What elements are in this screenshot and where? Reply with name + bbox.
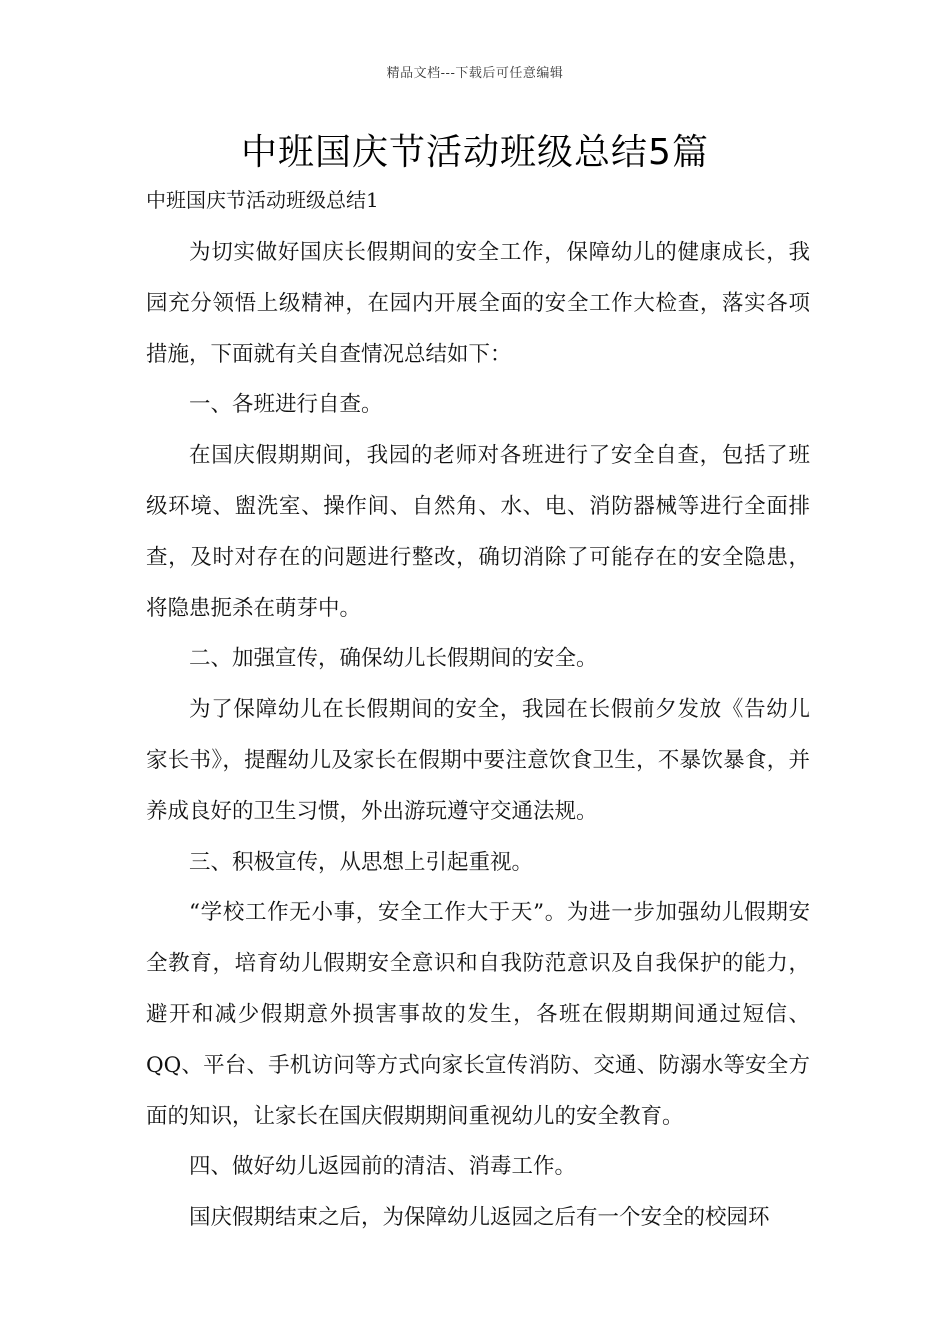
- document-body: [146, 228, 810, 1244]
- section-heading: 一、各班进行自查。: [189, 392, 383, 418]
- paragraph: “学校工作无小事，安全工作大于天”。为进一步加强幼儿假期安全教育，培育幼儿假期安全意识和自我防范意识及自我保护的能力，避开和减少假期意外损害事故的发生，各班在假期期间通过短信、QQ、平台、手机访问等方式向家长宣传消防、交通、防溺水等安全方面的知识，让家长在国庆假期期间重视幼儿的安全教育。: [146, 900, 810, 1129]
- paragraph: 国庆假期结束之后，为保障幼儿返园之后有一个安全的校园环: [189, 1205, 770, 1231]
- section-heading: 四、做好幼儿返园前的清洁、消毒工作。: [189, 1154, 577, 1180]
- paragraph: 在国庆假期期间，我园的老师对各班进行了安全自查，包括了班级环境、盥洗室、操作间、自然角、水、电、消防器械等进行全面排查，及时对存在的问题进行整改，确切消除了可能存在的安全隐患，将隐患扼杀在萌芽中。: [146, 443, 810, 621]
- paragraph: 为了保障幼儿在长假期间的安全，我园在长假前夕发放《告幼儿家长书》，提醒幼儿及家长在假期中要注意饮食卫生，不暴饮暴食，并养成良好的卫生习惯，外出游玩遵守交通法规。: [146, 697, 810, 824]
- section-heading: 三、积极宣传，从思想上引起重视。: [189, 849, 534, 875]
- section-heading: 二、加强宣传，确保幼儿长假期间的安全。: [189, 646, 598, 672]
- paragraph: 为切实做好国庆长假期间的安全工作，保障幼儿的健康成长，我园充分领悟上级精神，在园内开展全面的安全工作大检查，落实各项措施，下面就有关自查情况总结如下：: [146, 240, 810, 367]
- document-title: 中班国庆节活动班级总结5篇: [241, 132, 709, 173]
- section-subtitle: 中班国庆节活动班级总结1: [146, 188, 379, 212]
- header-note: 精品文档---下载后可任意编辑: [386, 66, 564, 81]
